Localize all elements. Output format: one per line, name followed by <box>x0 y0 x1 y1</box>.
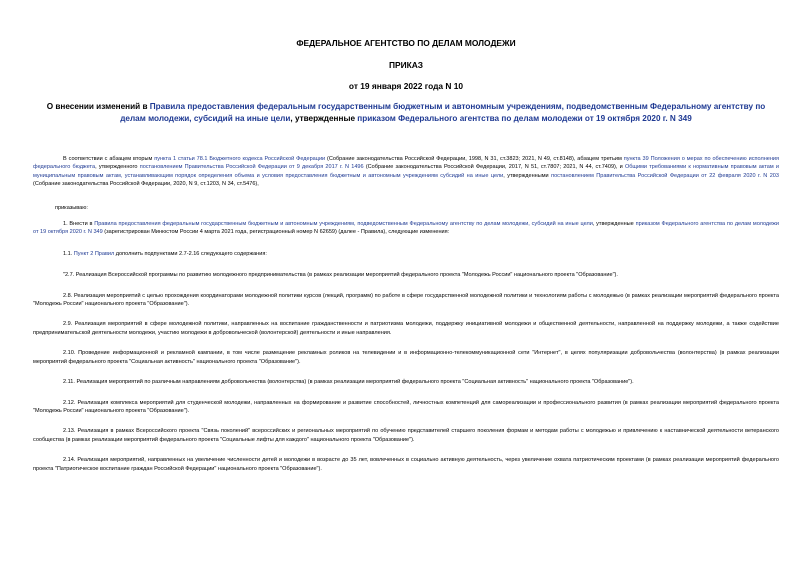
document-title: О внесении изменений в Правила предоставления федеральным государственным бюджетным и автономным учреждениям, подведомственным Федеральному агентству по делам молодежи, субсидий на иные цели, утвержденные приказом Федерального агентства по делам молодежи от 19 октября 2020 г. N 349 <box>46 102 766 123</box>
link-item1-order[interactable]: приказом Федерального агентства по делам молодежи от 19 октября 2020 г. N 349 <box>33 221 779 236</box>
link-resolution-1496[interactable]: постановлением Правительства Российской Федерации от 9 декабря 2017 г. N 1496 <box>139 164 364 171</box>
subitem-2-14: 2.14. Реализация мероприятий, направленных на увеличение численности детей и молодежи в возрасте до 35 лет, вовлеченных в социально активную деятельность, через увеличение охвата патриотическим проектами (в рамках реализации мероприятий федерального проекта "Патриотическое воспитание граждан Российской Федерации" национального проекта "Образование"). <box>33 457 779 472</box>
document-type: ПРИКАЗ <box>388 60 424 70</box>
subitem-2-7: "2.7. Реализация Всероссийской программы по развитию молодежного предпринимательства (в рамках реализации мероприятий федерального проекта "Молодежь России" национального проекта "Образование"). <box>63 272 618 279</box>
title-link-rules[interactable]: Правила предоставления федеральным государственным бюджетным и автономным учреждениям, подведомственным Федеральному агентству по делам молодежи, субсидий на иные цели <box>120 102 766 123</box>
subitem-2-11: 2.11. Реализация мероприятий по различным направлениям добровольчества (волонтерства) (в рамках реализации мероприятий федерального проекта "Социальная активность" национального проекта "Образование"). <box>63 379 634 386</box>
preamble-paragraph: В соответствии с абзацем вторым пункта 1 статьи 78.1 Бюджетного кодекса Российской Федерации (Собрание законодательства Российской Федерации, 1998, N 31, ст.3823; 2021, N 49, ст.8148), абзацем третьим пункта 39 Положения о мерах по обеспечению исполнения федерального бюджета, утвержденного постановлением Правительства Российской Федерации от 9 декабря 2017 г. N 1496 (Собрание законодательства Российской Федерации, 2017, N 51, ст.7807; 2021, N 44, ст.7409), и Общими требованиями к нормативным правовым актам и муниципальным правовым актам, устанавливающим порядок определения объема и условия предоставления бюджетным и автономным учреждениям субсидий на иные цели, утвержденными постановлением Правительства Российской Федерации от 22 февраля 2020 г. N 203 (Собрание законодательства Российской Федерации, 2020, N 9, ст.1203, N 34, ст.5476), <box>33 156 780 188</box>
item-1-paragraph: 1. Внести в Правила предоставления федеральным государственным бюджетным и автономным учреждениям, подведомственным Федеральному агентству по делам молодежи, субсидий на иные цели, утвержденные приказом Федерального агентства по делам молодежи от 19 октября 2020 г. N 349 (зарегистрирован Минюстом России 4 марта 2021 года, регистрационный номер N 62659) (далее - Правила), следующие изменения: <box>33 221 779 236</box>
subitem-2-10: 2.10. Проведение информационной и рекламной кампании, в том числе размещение рекламных роликов на телевидении и в информационно-телекоммуникационной сети "Интернет", в целях популяризации добровольчества (волонтерства) (в рамках реализации мероприятий федерального проекта "Социальная активность" национального проекта "Образование"). <box>33 350 779 365</box>
agency-name: ФЕДЕРАЛЬНОЕ АГЕНТСТВО ПО ДЕЛАМ МОЛОДЕЖИ <box>296 38 516 48</box>
link-item1-rules[interactable]: Правила предоставления федеральным государственным бюджетным и автономным учреждениям, подведомственным Федеральному агентству по делам молодежи, субсидий на иные цели <box>94 221 593 228</box>
link-budget-regulation[interactable]: пункта 39 Положения о мерах по обеспечению исполнения федерального бюджета <box>33 156 780 171</box>
subitem-2-9: 2.9. Реализация мероприятий в сфере молодежной политики, направленных на воспитание гражданственности и патриотизма молодежи, поддержку инициативной молодежи и общественной деятельности, направленной на поддержку молодежи, а также содействие предпринимательской деятельности молодежи, участию молодежи в добровольческой (волонтерской) деятельности и иные направления. <box>33 321 779 336</box>
link-point-2-rules[interactable]: Пункт 2 Правил <box>73 250 115 257</box>
subitem-2-8: 2.8. Реализация мероприятий с целью прохождения координаторами молодежной политики курсов (лекций, программ) по работе в сфере государственной молодежной политики и технологиям работы с молодежью (в рамках реализации мероприятий федерального проекта "Молодежь России" национального проекта "Образование"). <box>33 292 779 308</box>
link-resolution-203[interactable]: постановлением Правительства Российской Федерации от 22 февраля 2020 г. N 203 <box>551 172 779 179</box>
subitem-2-12: 2.12. Реализация комплекса мероприятий для студенческой молодежи, направленных на формирование и развитие способностей, личностных компетенций для самореализации и профессионального развития (в рамках реализации мероприятий федерального проекта "Молодежь России" национального проекта "Образование"). <box>33 399 779 414</box>
order-word: приказываю: <box>55 204 88 211</box>
document-date-number: от 19 января 2022 года N 10 <box>348 81 464 91</box>
item-1-1-paragraph: 1.1. Пункт 2 Правил дополнить подпунктами 2.7-2.16 следующего содержания: <box>63 250 267 257</box>
link-general-requirements[interactable]: Общими требованиями к нормативным правовым актам и муниципальным правовым актам, устанавливающим порядок определения объема и условия предоставления бюджетным и автономным учреждениям субсидий на иные цели <box>33 164 780 179</box>
title-link-order[interactable]: приказом Федерального агентства по делам молодежи от 19 октября 2020 г. N 349 <box>357 114 692 123</box>
link-budget-code[interactable]: пункта 1 статьи 78.1 Бюджетного кодекса Российской Федерации <box>154 156 326 162</box>
subitem-2-13: 2.13. Реализация в рамках Всероссийского проекта "Связь поколений" всероссийских и региональных мероприятий по обучению представителей старшего поколения формам и методам работы с молодежью и привлечению к наставнической деятельности ветеранского сообщества (в рамках реализации мероприятий федерального проекта "Социальные лифты для каждого" национального проекта "Образование"). <box>33 428 779 443</box>
document-body <box>33 155 779 473</box>
